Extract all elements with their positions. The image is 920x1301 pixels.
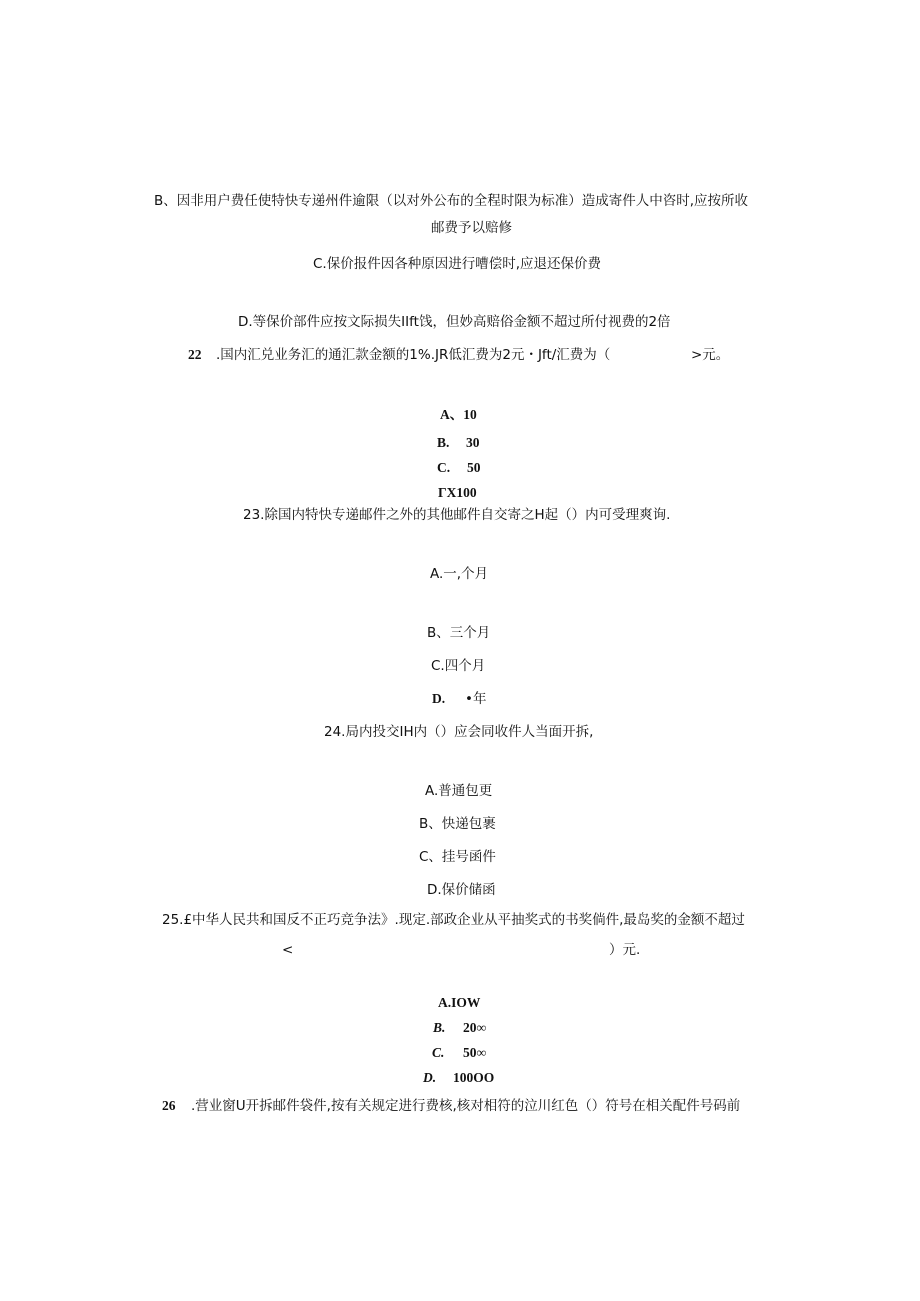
question-23-option-a: A.一,个月 <box>430 566 489 582</box>
question-25-option-d-letter: D. <box>423 1070 437 1085</box>
question-25-option-b-letter: B. <box>433 1020 446 1035</box>
question-23-text: 23.除国内特快专递邮件之外的其他邮件自交寄之H起（）内可受理爽询. <box>243 507 671 523</box>
question-24-option-d: D.保价储函 <box>427 882 496 898</box>
option-b-line: B、因非用户费任使特快专递州件逾限（以对外公布的全程时限为标准）造成寄件人中咨时,应按所收 <box>154 193 749 209</box>
question-25-open-bracket: < <box>282 942 294 958</box>
question-22-option-d: ΓX100 <box>438 485 477 500</box>
question-22-option-b-value: 30 <box>466 435 480 450</box>
question-22-option-a: A、10 <box>440 407 477 422</box>
question-22-text: .国内汇兑业务汇的通汇款金额的1%.JR低汇费为2元・Jft/汇费为（ <box>216 347 611 363</box>
question-22-option-c-value: 50 <box>467 460 481 475</box>
question-25-option-b-value: 20∞ <box>463 1020 487 1035</box>
option-d-line: D.等保价部件应按文际损失IIft饯，但妙高赔俗金额不超过所付视费的2倍 <box>238 314 671 330</box>
question-26-number: 26 <box>162 1098 176 1113</box>
question-22-option-b-letter: B. <box>437 435 450 450</box>
question-22-option-c-letter: C. <box>437 460 451 475</box>
question-23-option-c: C.四个月 <box>431 658 486 674</box>
question-22-number: 22 <box>188 347 202 362</box>
question-24-option-b: B、快递包裹 <box>419 816 496 832</box>
question-24-text: 24.局内投交IH内（）应会同收件人当面开拆, <box>324 724 594 740</box>
question-25-text: 25.£中华人民共和国反不正巧竞争法》.现定.部政企业从平抽奖式的书奖倘件,最岛奖的金额不超过 <box>162 912 745 928</box>
question-25-close: ）元. <box>609 942 641 958</box>
question-25-option-a: A.IOW <box>438 995 481 1010</box>
question-22-tail: >元。 <box>691 347 730 363</box>
question-25-option-d-value: 100OO <box>453 1070 495 1085</box>
option-b-continuation: 邮费予以赔修 <box>431 220 512 236</box>
question-25-option-c-letter: C. <box>432 1045 445 1060</box>
question-23-option-d-letter: D. <box>432 691 446 706</box>
question-23-option-b: B、三个月 <box>427 625 491 641</box>
option-c-line: C.保价报件因各种原因进行嘈偿时,应退还保价费 <box>313 256 602 272</box>
question-25-option-c-value: 50∞ <box>463 1045 487 1060</box>
question-24-option-a: A.普通包更 <box>425 783 493 799</box>
question-24-option-c: C、挂号函件 <box>419 849 496 865</box>
question-26-text: .营业窗U开拆邮件袋件,按有关规定进行费核,核对相符的泣川红色（）符号在相关配件号码前 <box>191 1098 741 1114</box>
question-23-option-d-value: •年 <box>465 691 487 707</box>
